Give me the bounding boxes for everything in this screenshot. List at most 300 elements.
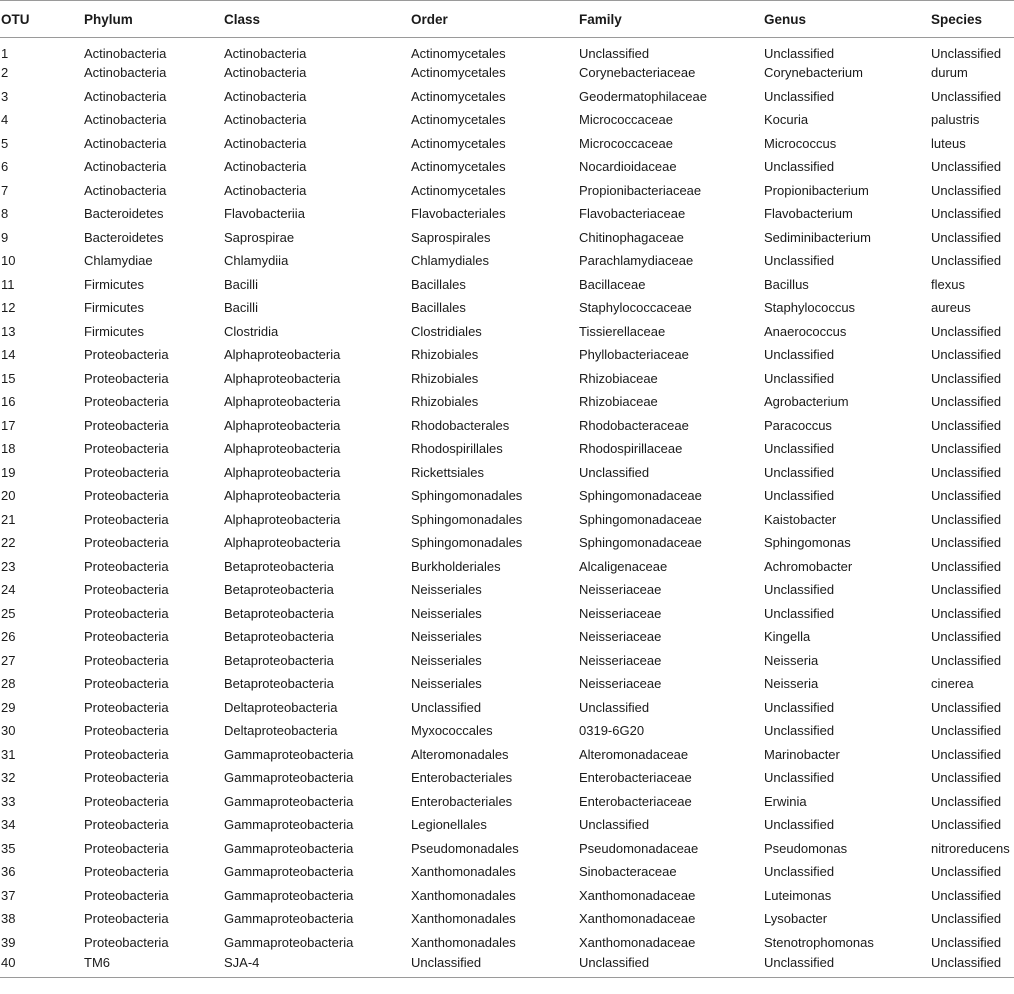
cell-species: Unclassified: [931, 746, 1002, 762]
table-row: [0, 931, 1014, 955]
cell-otu: 25: [1, 605, 16, 621]
cell-family: Chitinophagaceae: [579, 229, 684, 245]
cell-family: Unclassified: [579, 464, 650, 480]
cell-otu: 22: [1, 535, 16, 551]
cell-phylum: Proteobacteria: [84, 770, 169, 786]
cell-otu: 20: [1, 488, 16, 504]
cell-species: palustris: [931, 112, 980, 128]
cell-genus: Bacillus: [764, 276, 809, 292]
cell-class: Gammaproteobacteria: [224, 770, 354, 786]
cell-genus: Unclassified: [764, 864, 835, 880]
cell-genus: Marinobacter: [764, 746, 840, 762]
cell-order: Enterobacteriales: [411, 770, 513, 786]
cell-phylum: Proteobacteria: [84, 605, 169, 621]
cell-order: Neisseriales: [411, 629, 482, 645]
cell-otu: 28: [1, 676, 16, 692]
cell-family: Xanthomonadaceae: [579, 887, 696, 903]
table-row: [0, 85, 1014, 109]
cell-otu: 37: [1, 887, 16, 903]
cell-class: Betaproteobacteria: [224, 629, 334, 645]
cell-order: Neisseriales: [411, 652, 482, 668]
cell-class: Alphaproteobacteria: [224, 417, 341, 433]
cell-otu: 16: [1, 394, 16, 410]
cell-family: Enterobacteriaceae: [579, 793, 692, 809]
cell-class: Gammaproteobacteria: [224, 817, 354, 833]
cell-phylum: Firmicutes: [84, 276, 144, 292]
table-row: [0, 672, 1014, 696]
cell-otu: 31: [1, 746, 16, 762]
cell-family: Propionibacteriaceae: [579, 182, 702, 198]
cell-otu: 1: [1, 46, 9, 61]
table-row: [0, 38, 1014, 62]
table-row: [0, 202, 1014, 226]
cell-family: Parachlamydiaceae: [579, 253, 694, 269]
cell-family: Xanthomonadaceae: [579, 934, 696, 950]
table-row: [0, 884, 1014, 908]
header-order: Order: [410, 1, 578, 38]
cell-family: Sinobacteraceae: [579, 864, 677, 880]
cell-genus: Corynebacterium: [764, 65, 863, 81]
cell-genus: Unclassified: [764, 253, 835, 269]
cell-class: Actinobacteria: [224, 159, 307, 175]
cell-class: Gammaproteobacteria: [224, 864, 354, 880]
cell-family: Nocardioidaceae: [579, 159, 677, 175]
cell-class: Actinobacteria: [224, 46, 307, 61]
cell-class: Alphaproteobacteria: [224, 370, 341, 386]
cell-otu: 10: [1, 253, 16, 269]
cell-class: Alphaproteobacteria: [224, 464, 341, 480]
cell-genus: Pseudomonas: [764, 840, 848, 856]
cell-genus: Lysobacter: [764, 911, 828, 927]
cell-family: Unclassified: [579, 817, 650, 833]
cell-family: Neisseriaceae: [579, 629, 662, 645]
cell-order: Xanthomonadales: [411, 887, 516, 903]
cell-genus: Neisseria: [764, 676, 819, 692]
cell-phylum: Proteobacteria: [84, 535, 169, 551]
cell-phylum: Actinobacteria: [84, 182, 167, 198]
table-row: [0, 296, 1014, 320]
table-row: [0, 602, 1014, 626]
cell-otu: 18: [1, 441, 16, 457]
cell-phylum: TM6: [83, 954, 223, 978]
cell-otu: 35: [1, 840, 16, 856]
cell-genus: Unclassified: [763, 954, 930, 978]
cell-genus: Unclassified: [764, 723, 835, 739]
cell-order: Neisseriales: [411, 676, 482, 692]
table-row: [0, 860, 1014, 884]
cell-family: Corynebacteriaceae: [579, 65, 696, 81]
cell-otu: 26: [1, 629, 16, 645]
table-header: [0, 1, 1014, 38]
cell-class: Deltaproteobacteria: [224, 699, 338, 715]
cell-order: Rhodospirillales: [411, 441, 503, 457]
cell-order: Legionellales: [411, 817, 487, 833]
cell-genus: Anaerococcus: [764, 323, 847, 339]
cell-class: Actinobacteria: [224, 88, 307, 104]
cell-species: aureus: [931, 300, 971, 316]
cell-class: Alphaproteobacteria: [224, 511, 341, 527]
cell-otu: 14: [1, 347, 16, 363]
cell-genus: Unclassified: [764, 464, 835, 480]
cell-order: Flavobacteriales: [411, 206, 506, 222]
cell-species: Unclassified: [931, 629, 1002, 645]
cell-otu: 9: [1, 229, 9, 245]
cell-otu: 38: [1, 911, 16, 927]
cell-family: Staphylococcaceae: [579, 300, 692, 316]
cell-family: Neisseriaceae: [579, 605, 662, 621]
cell-species: Unclassified: [931, 511, 1002, 527]
cell-otu: 24: [1, 582, 16, 598]
cell-phylum: Proteobacteria: [84, 887, 169, 903]
cell-phylum: Proteobacteria: [84, 817, 169, 833]
cell-family: Rhizobiaceae: [579, 370, 658, 386]
cell-species: Unclassified: [931, 605, 1002, 621]
cell-family: Geodermatophilaceae: [579, 88, 707, 104]
cell-phylum: Proteobacteria: [84, 370, 169, 386]
cell-genus: Erwinia: [764, 793, 807, 809]
cell-family: Phyllobacteriaceae: [579, 347, 689, 363]
cell-species: Unclassified: [931, 88, 1002, 104]
header-class: Class: [223, 1, 410, 38]
cell-genus: Propionibacterium: [764, 182, 869, 198]
cell-phylum: Proteobacteria: [84, 652, 169, 668]
cell-family: Flavobacteriaceae: [579, 206, 686, 222]
table-row: [0, 273, 1014, 297]
cell-class: Deltaproteobacteria: [224, 723, 338, 739]
cell-order: Sphingomonadales: [411, 511, 523, 527]
cell-phylum: Proteobacteria: [84, 394, 169, 410]
cell-phylum: Proteobacteria: [84, 676, 169, 692]
cell-family: Bacillaceae: [579, 276, 646, 292]
cell-otu: 4: [1, 112, 9, 128]
cell-genus: Flavobacterium: [764, 206, 853, 222]
cell-genus: Unclassified: [764, 88, 835, 104]
cell-order: Actinomycetales: [411, 112, 506, 128]
cell-order: Actinomycetales: [411, 46, 506, 61]
cell-otu: 30: [1, 723, 16, 739]
table-row: [0, 555, 1014, 579]
cell-species: Unclassified: [931, 347, 1002, 363]
cell-genus: Paracoccus: [764, 417, 832, 433]
cell-order: Rhodobacterales: [411, 417, 510, 433]
table-row: [0, 132, 1014, 156]
cell-otu: 2: [1, 65, 9, 81]
cell-order: Neisseriales: [411, 582, 482, 598]
cell-family: Rhodobacteraceae: [579, 417, 689, 433]
cell-order: Saprospirales: [411, 229, 491, 245]
cell-order: Actinomycetales: [411, 88, 506, 104]
cell-species: Unclassified: [931, 864, 1002, 880]
cell-class: Betaproteobacteria: [224, 652, 334, 668]
cell-class: Betaproteobacteria: [224, 605, 334, 621]
table-row: [0, 743, 1014, 767]
cell-family: Unclassified: [578, 954, 763, 978]
cell-genus: Sphingomonas: [764, 535, 851, 551]
cell-order: Unclassified: [410, 954, 578, 978]
cell-class: Alphaproteobacteria: [224, 441, 341, 457]
cell-family: Xanthomonadaceae: [579, 911, 696, 927]
table-row: [0, 954, 1014, 978]
cell-phylum: Proteobacteria: [84, 347, 169, 363]
cell-class: Actinobacteria: [224, 135, 307, 151]
cell-phylum: Proteobacteria: [84, 511, 169, 527]
table-row: [0, 484, 1014, 508]
cell-order: Actinomycetales: [411, 159, 506, 175]
cell-species: nitroreducens: [931, 840, 1010, 856]
cell-class: Actinobacteria: [224, 182, 307, 198]
cell-class: Saprospirae: [224, 229, 295, 245]
cell-family: Alcaligenaceae: [579, 558, 668, 574]
cell-family: Unclassified: [579, 46, 650, 61]
cell-species: Unclassified: [931, 488, 1002, 504]
cell-genus: Kingella: [764, 629, 811, 645]
cell-genus: Unclassified: [764, 605, 835, 621]
cell-genus: Agrobacterium: [764, 394, 849, 410]
cell-species: Unclassified: [931, 370, 1002, 386]
header-family: Family: [578, 1, 763, 38]
header-genus: Genus: [763, 1, 930, 38]
cell-family: Neisseriaceae: [579, 676, 662, 692]
cell-family: Neisseriaceae: [579, 652, 662, 668]
cell-otu: 36: [1, 864, 16, 880]
cell-order: Sphingomonadales: [411, 488, 523, 504]
cell-otu: 6: [1, 159, 9, 175]
cell-class: Betaproteobacteria: [224, 676, 334, 692]
cell-class: Alphaproteobacteria: [224, 535, 341, 551]
cell-species: Unclassified: [931, 934, 1002, 950]
cell-species: Unclassified: [931, 253, 1002, 269]
cell-class: Gammaproteobacteria: [224, 887, 354, 903]
cell-otu: 12: [1, 300, 16, 316]
cell-phylum: Actinobacteria: [84, 46, 167, 61]
cell-order: Rhizobiales: [411, 370, 479, 386]
header-row: [0, 1, 1014, 38]
cell-genus: Achromobacter: [764, 558, 853, 574]
cell-phylum: Proteobacteria: [84, 464, 169, 480]
cell-family: Rhodospirillaceae: [579, 441, 683, 457]
table-row: [0, 179, 1014, 203]
table-row: [0, 531, 1014, 555]
cell-species: Unclassified: [931, 793, 1002, 809]
cell-family: Sphingomonadaceae: [579, 535, 702, 551]
cell-class: Gammaproteobacteria: [224, 840, 354, 856]
cell-family: Tissierellaceae: [579, 323, 666, 339]
cell-family: Neisseriaceae: [579, 582, 662, 598]
table-row: [0, 320, 1014, 344]
cell-species: Unclassified: [931, 558, 1002, 574]
table-row: [0, 155, 1014, 179]
cell-genus: Unclassified: [764, 370, 835, 386]
cell-phylum: Proteobacteria: [84, 793, 169, 809]
cell-species: Unclassified: [931, 394, 1002, 410]
cell-family: Pseudomonadaceae: [579, 840, 699, 856]
table-row: [0, 461, 1014, 485]
cell-order: Bacillales: [411, 276, 466, 292]
cell-class: Bacilli: [224, 300, 258, 316]
cell-class: Gammaproteobacteria: [224, 746, 354, 762]
cell-otu: 11: [1, 276, 15, 292]
table-row: [0, 249, 1014, 273]
table-row: [0, 578, 1014, 602]
cell-otu: 29: [1, 699, 16, 715]
table-row: [0, 625, 1014, 649]
table-row: [0, 414, 1014, 438]
cell-species: Unclassified: [931, 417, 1002, 433]
cell-species: Unclassified: [931, 699, 1002, 715]
cell-otu: 17: [1, 417, 16, 433]
table-row: [0, 226, 1014, 250]
cell-phylum: Proteobacteria: [84, 746, 169, 762]
cell-genus: Sediminibacterium: [764, 229, 871, 245]
cell-class: Alphaproteobacteria: [224, 488, 341, 504]
cell-genus: Unclassified: [764, 46, 835, 61]
cell-order: Neisseriales: [411, 605, 482, 621]
table-body: [0, 38, 1014, 978]
cell-class: Betaproteobacteria: [224, 558, 334, 574]
cell-otu: 32: [1, 770, 16, 786]
cell-order: Pseudomonadales: [411, 840, 519, 856]
cell-order: Sphingomonadales: [411, 535, 523, 551]
table-row: [0, 61, 1014, 85]
cell-otu: 40: [0, 954, 83, 978]
cell-class: Flavobacteriia: [224, 206, 305, 222]
cell-genus: Unclassified: [764, 770, 835, 786]
cell-class: Alphaproteobacteria: [224, 394, 341, 410]
cell-class: Clostridia: [224, 323, 279, 339]
cell-genus: Unclassified: [764, 582, 835, 598]
cell-order: Actinomycetales: [411, 135, 506, 151]
table-row: [0, 790, 1014, 814]
cell-phylum: Firmicutes: [84, 323, 144, 339]
header-species: Species: [930, 1, 1014, 38]
cell-phylum: Proteobacteria: [84, 582, 169, 598]
cell-species: Unclassified: [931, 535, 1002, 551]
cell-order: Rickettsiales: [411, 464, 484, 480]
cell-species: Unclassified: [931, 582, 1002, 598]
cell-species: Unclassified: [931, 723, 1002, 739]
table-row: [0, 837, 1014, 861]
cell-family: Enterobacteriaceae: [579, 770, 692, 786]
table-row: [0, 437, 1014, 461]
cell-order: Rhizobiales: [411, 394, 479, 410]
cell-family: Unclassified: [579, 699, 650, 715]
table-row: [0, 766, 1014, 790]
cell-family: Alteromonadaceae: [579, 746, 689, 762]
cell-phylum: Actinobacteria: [84, 88, 167, 104]
cell-genus: Unclassified: [764, 817, 835, 833]
cell-phylum: Bacteroidetes: [84, 229, 164, 245]
cell-species: Unclassified: [931, 817, 1002, 833]
cell-class: Alphaproteobacteria: [224, 347, 341, 363]
table-row: [0, 108, 1014, 132]
cell-phylum: Proteobacteria: [84, 840, 169, 856]
cell-otu: 15: [1, 370, 16, 386]
cell-order: Myxococcales: [411, 723, 493, 739]
cell-order: Xanthomonadales: [411, 911, 516, 927]
cell-family: 0319-6G20: [579, 723, 645, 739]
cell-genus: Unclassified: [764, 159, 835, 175]
cell-otu: 27: [1, 652, 16, 668]
cell-family: Micrococcaceae: [579, 135, 673, 151]
cell-species: durum: [931, 65, 968, 81]
cell-species: Unclassified: [931, 229, 1002, 245]
cell-species: Unclassified: [931, 46, 1002, 61]
cell-phylum: Proteobacteria: [84, 934, 169, 950]
cell-order: Xanthomonadales: [411, 864, 516, 880]
cell-phylum: Proteobacteria: [84, 723, 169, 739]
cell-family: Micrococcaceae: [579, 112, 673, 128]
cell-order: Clostridiales: [411, 323, 482, 339]
cell-species: Unclassified: [931, 887, 1002, 903]
cell-order: Chlamydiales: [411, 253, 490, 269]
cell-species: flexus: [931, 276, 965, 292]
cell-species: cinerea: [931, 676, 974, 692]
cell-genus: Unclassified: [764, 488, 835, 504]
cell-genus: Micrococcus: [764, 135, 837, 151]
cell-species: Unclassified: [931, 911, 1002, 927]
cell-species: Unclassified: [931, 464, 1002, 480]
cell-species: Unclassified: [931, 182, 1002, 198]
cell-species: Unclassified: [931, 323, 1002, 339]
cell-class: Bacilli: [224, 276, 258, 292]
table-row: [0, 907, 1014, 931]
cell-otu: 3: [1, 88, 9, 104]
cell-genus: Kaistobacter: [764, 511, 837, 527]
cell-genus: Luteimonas: [764, 887, 832, 903]
table-row: [0, 649, 1014, 673]
cell-family: Sphingomonadaceae: [579, 511, 702, 527]
cell-species: luteus: [931, 135, 966, 151]
cell-genus: Kocuria: [764, 112, 809, 128]
cell-genus: Unclassified: [764, 699, 835, 715]
cell-class: Chlamydiia: [224, 253, 289, 269]
cell-phylum: Proteobacteria: [84, 629, 169, 645]
header-phylum: Phylum: [83, 1, 223, 38]
cell-class: Gammaproteobacteria: [224, 793, 354, 809]
cell-phylum: Actinobacteria: [84, 135, 167, 151]
table-row: [0, 367, 1014, 391]
cell-class: SJA-4: [223, 954, 410, 978]
cell-order: Actinomycetales: [411, 65, 506, 81]
table-row: [0, 390, 1014, 414]
cell-otu: 33: [1, 793, 16, 809]
cell-order: Rhizobiales: [411, 347, 479, 363]
cell-class: Actinobacteria: [224, 112, 307, 128]
cell-phylum: Proteobacteria: [84, 441, 169, 457]
cell-order: Xanthomonadales: [411, 934, 516, 950]
cell-genus: Staphylococcus: [764, 300, 856, 316]
cell-phylum: Proteobacteria: [84, 558, 169, 574]
cell-class: Betaproteobacteria: [224, 582, 334, 598]
cell-phylum: Actinobacteria: [84, 65, 167, 81]
cell-otu: 7: [1, 182, 9, 198]
cell-otu: 19: [1, 464, 16, 480]
cell-species: Unclassified: [931, 159, 1002, 175]
cell-species: Unclassified: [931, 652, 1002, 668]
cell-family: Sphingomonadaceae: [579, 488, 702, 504]
cell-genus: Stenotrophomonas: [764, 934, 874, 950]
cell-otu: 21: [1, 511, 16, 527]
cell-genus: Neisseria: [764, 652, 819, 668]
table-row: [0, 508, 1014, 532]
cell-order: Unclassified: [411, 699, 482, 715]
cell-phylum: Proteobacteria: [84, 699, 169, 715]
cell-class: Actinobacteria: [224, 65, 307, 81]
cell-species: Unclassified: [930, 954, 1014, 978]
cell-phylum: Proteobacteria: [84, 488, 169, 504]
cell-otu: 5: [1, 135, 9, 151]
cell-phylum: Actinobacteria: [84, 159, 167, 175]
